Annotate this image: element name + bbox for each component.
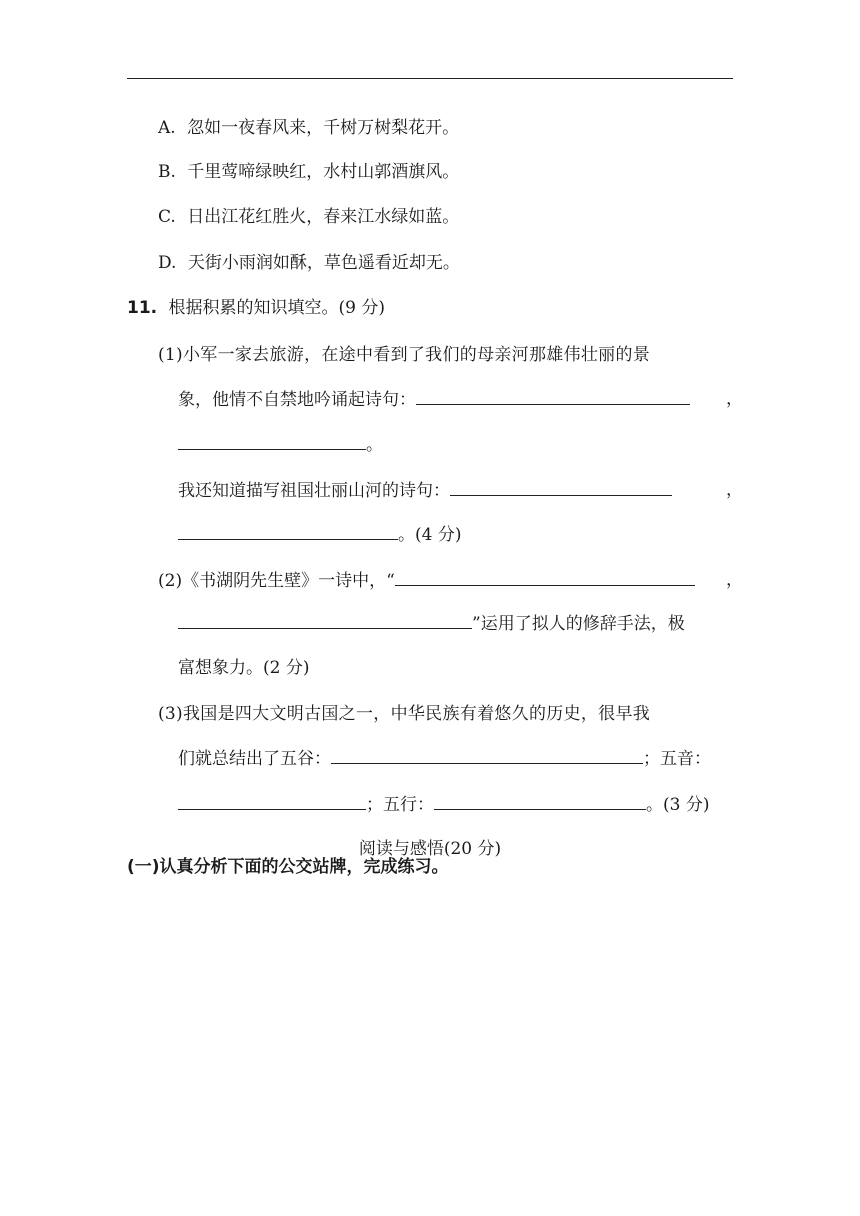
prompt-text: 我还知道描写祖国壮丽山河的诗句： bbox=[178, 481, 450, 501]
prompt-text: ；五行： bbox=[366, 795, 434, 815]
answer-blank[interactable] bbox=[331, 746, 643, 764]
section-part-heading: (一)认真分析下面的公交站牌，完成练习。 bbox=[127, 857, 449, 877]
option-c bbox=[158, 205, 459, 229]
q11-p3-line3 bbox=[178, 792, 709, 817]
prompt-text: ”运用了拟人的修辞手法，极 bbox=[472, 614, 685, 634]
q11-p1-line5 bbox=[178, 522, 461, 547]
q11-p2-line2 bbox=[178, 611, 685, 636]
option-text: 日出江花红胜火，春来江水绿如蓝。 bbox=[187, 207, 460, 227]
q11-p1-line2 bbox=[178, 387, 690, 412]
option-letter: C. bbox=[158, 207, 176, 227]
score: 。(4 分) bbox=[398, 525, 462, 545]
q11-p1-line1: (1)小军一家去旅游，在途中看到了我们的母亲河那雄伟壮丽的景 bbox=[158, 345, 651, 365]
score: 。(3 分) bbox=[646, 795, 710, 815]
option-text: 忽如一夜春风来，千树万树梨花开。 bbox=[187, 118, 460, 138]
period: 。 bbox=[366, 435, 383, 455]
prompt-text: 们就总结出了五谷： bbox=[178, 749, 331, 769]
option-a bbox=[158, 116, 459, 140]
q11-p2-line3: 富想象力。(2 分) bbox=[178, 658, 310, 678]
question-text: 根据积累的知识填空。(9 分) bbox=[168, 298, 386, 318]
option-letter: A. bbox=[158, 118, 176, 138]
q11-p3-line1: (3)我国是四大文明古国之一，中华民族有着悠久的历史，很早我 bbox=[158, 704, 651, 724]
answer-blank[interactable] bbox=[178, 432, 366, 450]
prompt-text: ；五音： bbox=[643, 749, 711, 769]
question-11-stem bbox=[127, 296, 385, 320]
section-title: 阅读与感悟(20 分) bbox=[358, 839, 502, 859]
option-b bbox=[158, 160, 459, 184]
q11-p1-line3 bbox=[178, 432, 383, 457]
option-letter: D. bbox=[158, 253, 177, 273]
comma: ， bbox=[726, 480, 743, 500]
prompt-text: 象，他情不自禁地吟诵起诗句： bbox=[178, 390, 416, 410]
prompt-text: (2)《书湖阴先生壁》一诗中，“ bbox=[158, 571, 395, 591]
comma: ， bbox=[726, 389, 743, 409]
option-text: 千里莺啼绿映红，水村山郭酒旗风。 bbox=[187, 162, 460, 182]
answer-blank[interactable] bbox=[178, 792, 366, 810]
q11-p2-line1 bbox=[158, 568, 695, 593]
answer-blank[interactable] bbox=[450, 478, 672, 496]
answer-blank[interactable] bbox=[416, 387, 690, 405]
answer-blank[interactable] bbox=[434, 792, 646, 810]
answer-blank[interactable] bbox=[395, 568, 695, 586]
header-rule bbox=[127, 78, 733, 79]
answer-blank[interactable] bbox=[178, 611, 472, 629]
option-letter: B. bbox=[158, 162, 176, 182]
question-number: 11. bbox=[127, 298, 158, 318]
q11-p3-line2 bbox=[178, 746, 711, 771]
option-d bbox=[158, 251, 460, 275]
q11-p1-line4 bbox=[178, 478, 672, 503]
option-text: 天街小雨润如酥，草色遥看近却无。 bbox=[187, 253, 460, 273]
comma: ， bbox=[726, 570, 743, 590]
answer-blank[interactable] bbox=[178, 522, 398, 540]
